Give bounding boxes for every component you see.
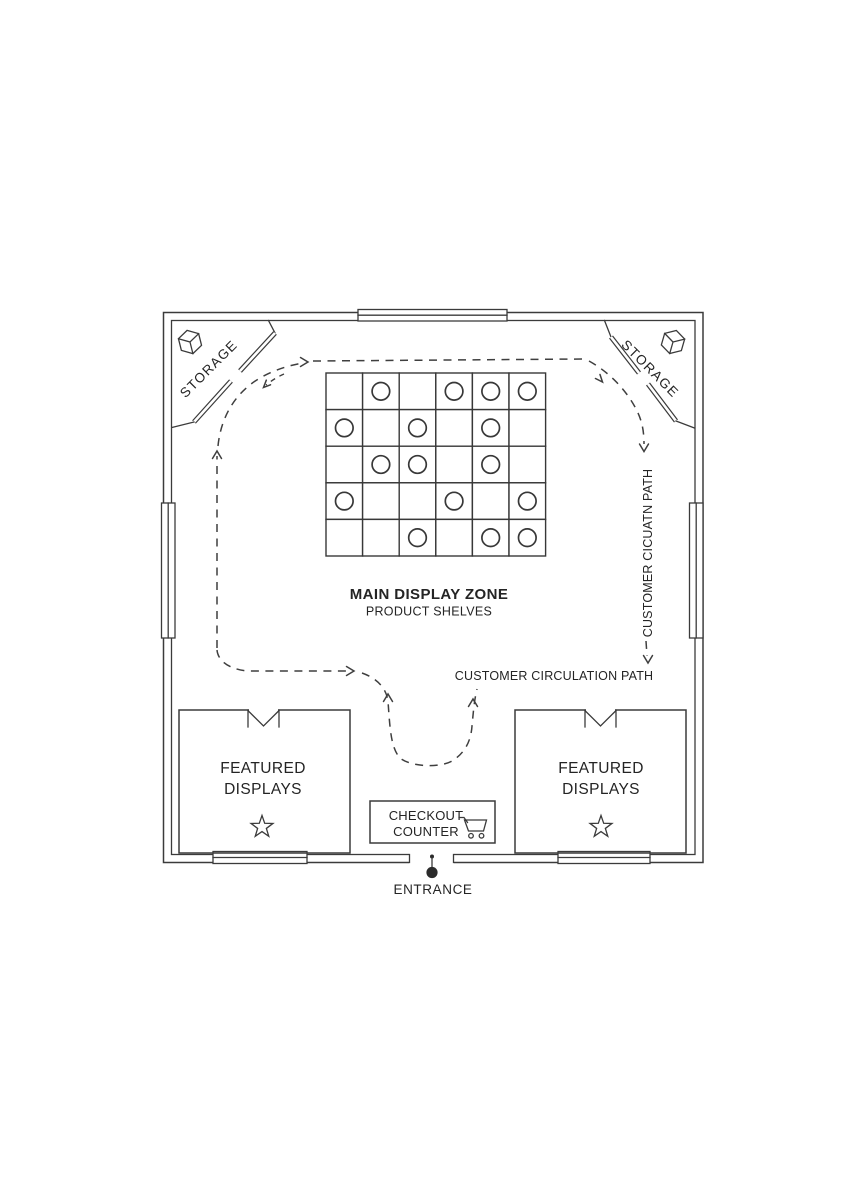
- storage-right-connector-bottom: [676, 421, 695, 428]
- shelf-cell: [509, 373, 546, 410]
- path-bottomleft-horizontal: [217, 650, 348, 671]
- shelf-cell: [472, 410, 509, 447]
- shelf-cell: [326, 373, 363, 410]
- shelf-cell: [436, 410, 473, 447]
- checkout-label-line2: COUNTER: [393, 824, 459, 839]
- path-topright-curve: [589, 361, 644, 444]
- featured-displays-right: [515, 709, 686, 853]
- path-reverse-hint: [266, 374, 284, 385]
- shelf-cell: [472, 446, 509, 483]
- featured-left-notch: [248, 710, 279, 727]
- path-topleft-curve: [218, 363, 303, 446]
- shelf-cell: [399, 410, 436, 447]
- storage-right-connector-top: [605, 321, 612, 338]
- box-cube-icon: [660, 328, 687, 357]
- shelf-cell: [399, 446, 436, 483]
- shelf-cell: [472, 373, 509, 410]
- main-display-zone-subtitle: PRODUCT SHELVES: [365, 604, 493, 619]
- shelf-cell: [472, 483, 509, 520]
- storage-area-right: [605, 321, 695, 429]
- arrowhead-right-bottom: [347, 667, 355, 676]
- shelf-cell: [399, 373, 436, 410]
- featured-displays-left: [179, 709, 350, 853]
- window-top: [358, 310, 507, 322]
- arrowhead-downleft-curve: [264, 380, 271, 387]
- featured-right-label-line2: DISPLAYS: [562, 781, 640, 798]
- shelf-cell: [363, 373, 400, 410]
- entrance-label: ENTRANCE: [393, 882, 473, 897]
- shelf-cell: [399, 519, 436, 556]
- arrowhead-downright-curve: [596, 375, 603, 383]
- shelf-cell: [363, 519, 400, 556]
- path-entrance-loop: [362, 673, 477, 766]
- shelf-cell: [326, 519, 363, 556]
- arrowhead-down-right-bottom: [644, 656, 653, 664]
- shelf-cell: [399, 483, 436, 520]
- arrowhead-up-loop-left: [384, 694, 393, 702]
- storage-left-connector-bottom: [172, 422, 194, 428]
- arrowhead-down-right-top: [640, 444, 649, 452]
- featured-right-label-line1: FEATURED: [558, 760, 644, 777]
- featured-left-label-line2: DISPLAYS: [224, 781, 302, 798]
- circulation-path-label-vertical: CUSTOMER CICUATN PATH: [641, 468, 655, 638]
- storage-right-label: STORAGE: [618, 337, 682, 401]
- entrance-marker-dot: [426, 867, 437, 878]
- shelf-cell: [326, 410, 363, 447]
- shelf-cell: [436, 446, 473, 483]
- storage-area-left: [172, 321, 275, 428]
- shelf-cell: [472, 519, 509, 556]
- star-icon: [590, 816, 612, 837]
- main-display-zone-labels: [350, 586, 509, 619]
- circulation-path-label-horizontal: CUSTOMER CIRCULATION PATH: [454, 669, 654, 683]
- shelf-cell: [326, 446, 363, 483]
- featured-left-label-line1: FEATURED: [220, 760, 306, 777]
- featured-right-notch: [585, 710, 616, 727]
- checkout-counter: [370, 801, 495, 843]
- shelf-cell: [436, 373, 473, 410]
- window-right: [690, 503, 704, 638]
- checkout-label-line1: CHECKOUT: [388, 808, 464, 823]
- storage-left-connector-top: [269, 321, 276, 334]
- arrowhead-right-top: [301, 358, 309, 367]
- shelf-cell: [509, 410, 546, 447]
- shelf-cell: [509, 446, 546, 483]
- shelf-cell: [363, 483, 400, 520]
- shelf-cell: [363, 446, 400, 483]
- main-display-zone-title: MAIN DISPLAY ZONE: [349, 586, 509, 603]
- shelf-cell: [436, 519, 473, 556]
- window-left: [162, 503, 176, 638]
- star-icon: [251, 816, 273, 837]
- box-cube-icon: [177, 328, 203, 356]
- shelf-cell: [436, 483, 473, 520]
- storage-left-label: STORAGE: [177, 337, 241, 401]
- shelf-cell: [509, 519, 546, 556]
- path-top-horizontal: [313, 359, 584, 361]
- shelf-cell: [509, 483, 546, 520]
- path-right-below-text: [646, 641, 647, 656]
- shelf-cell: [363, 410, 400, 447]
- arrowhead-up-loop-right: [469, 699, 478, 707]
- shelf-cell: [326, 483, 363, 520]
- shelf-grid: [326, 373, 546, 556]
